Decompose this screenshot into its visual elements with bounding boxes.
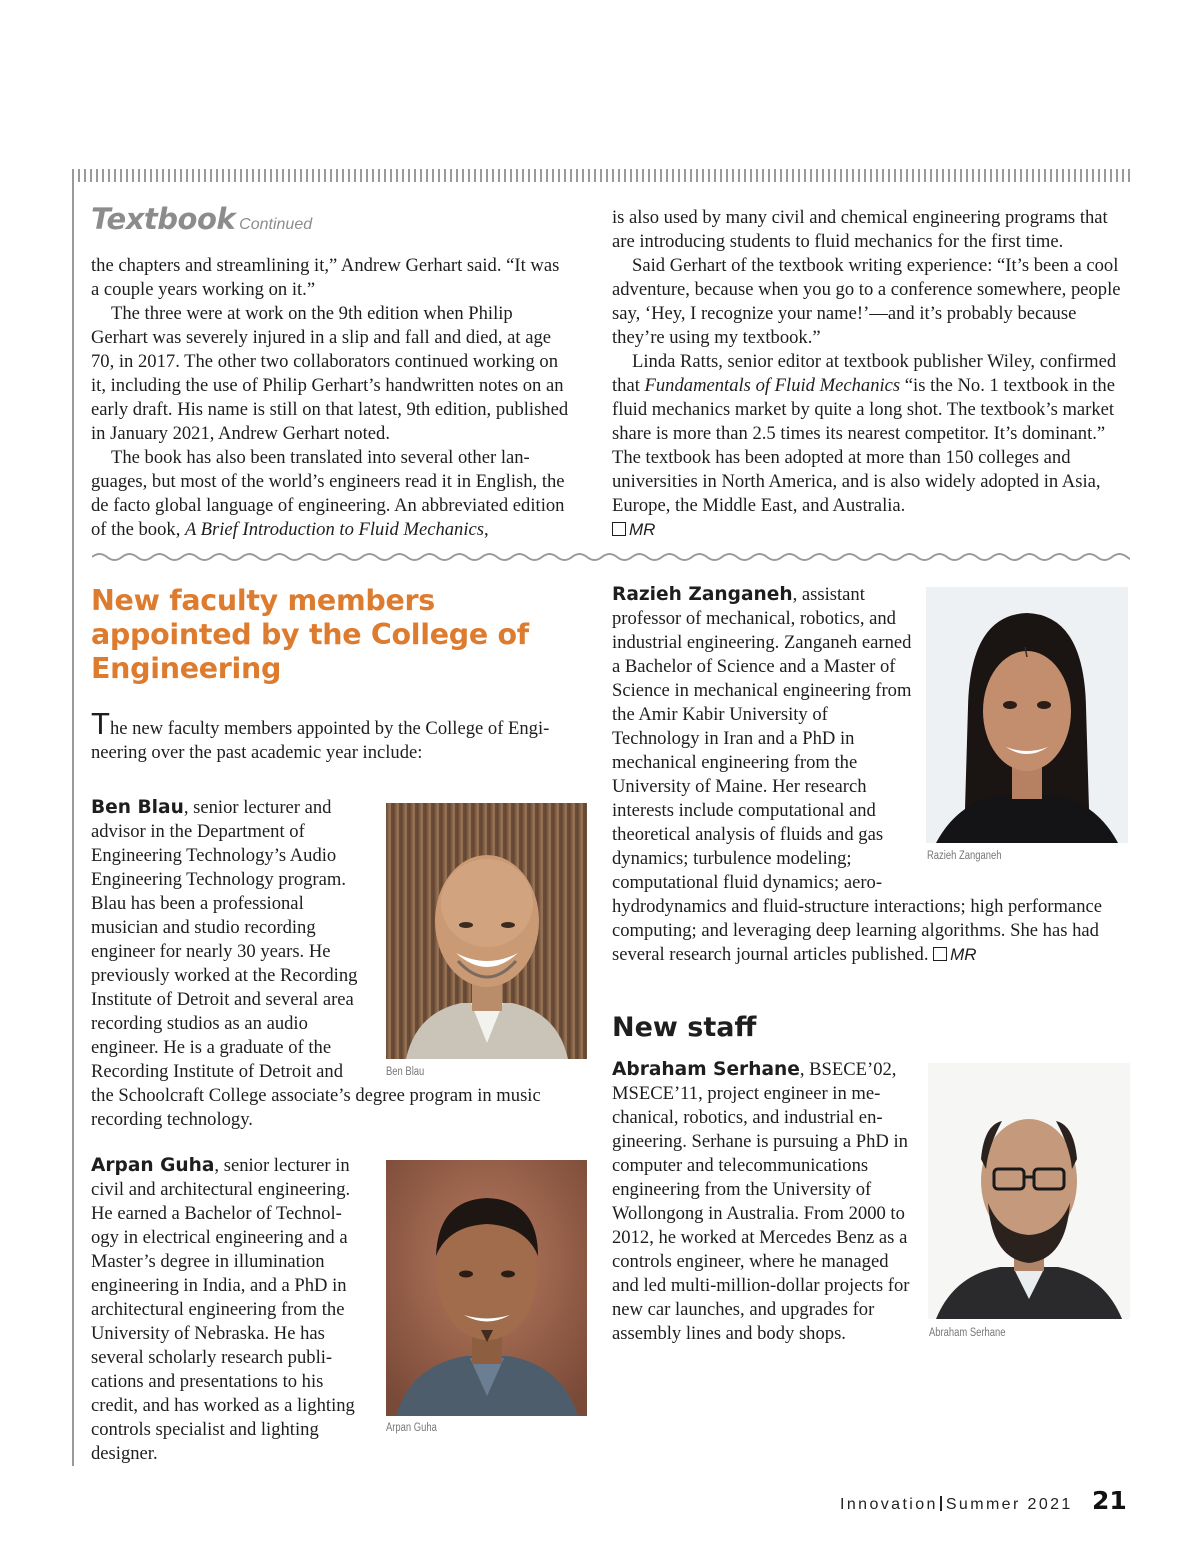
end-box-icon bbox=[933, 947, 947, 961]
section-kicker bbox=[91, 202, 312, 236]
book-title: Fundamentals of Fluid Mechanics bbox=[644, 375, 901, 396]
section-heading-new-staff: New staff bbox=[612, 1012, 757, 1043]
article-paragraph: the chapters and streamlining it,” Andrew Gerhart said. “It was a couple years working on it.” bbox=[91, 255, 560, 300]
wavy-divider bbox=[92, 550, 1130, 564]
article-paragraph: The three were at work on the 9th edition when Philip Gerhart was severely injured in a slip and fall and died, at age 70, in 2017. The other two collaborators continued working on it, including the use of Philip Gerhart’s handwritten notes on an early draft. His name is still on that latest, 9th edition, published in January 2021, Andrew Gerhart noted. bbox=[91, 303, 569, 444]
left-column-rule bbox=[72, 182, 74, 1466]
top-tick-rule bbox=[72, 169, 1130, 182]
textbook-right-column bbox=[612, 206, 1130, 542]
drop-cap: T bbox=[91, 706, 110, 741]
photo-caption: Razieh Zanganeh bbox=[927, 850, 1002, 862]
photo-float-spacer bbox=[910, 1058, 1130, 1348]
textbook-left-column bbox=[91, 254, 571, 542]
person-name: Razieh Zanganeh bbox=[612, 584, 793, 605]
bio-text: , senior lecturer and advisor in the Department of Engineering Technology’s Audio Engineering Technology program. Blau has been a professional musician and studio recording engineer for nearly 30 years. He previously worked at the Recording Institute of Detroit and several area recording studios as an audio engineer. He is a graduate of the Recording Institute of Detroit and the Schoolcraft College associate’s degree program in music recording technology. bbox=[91, 797, 541, 1130]
issue-name: Summer 2021 bbox=[945, 1496, 1073, 1513]
ben-blau-bio bbox=[91, 796, 571, 1132]
paragraph-text: “is the No. 1 textbook in the fluid mechanics market by quite a long shot. The textbook’s market share is more than 2.5 times its nearest competitor. It’s dominant.” The textbook has been adopted at more than 150 colleges and universities in North America, and is also widely adopted in Asia, Europe, the Middle East, and Australia. bbox=[612, 375, 1115, 516]
bio-text: , assistant professor of mechanical, robotics, and industrial engineering. Zanganeh earned a Bachelor of Science and a Master of Science in mechanical engineering from the Amir Kabir University of Technology in Iran and a PhD in mechanical engineering from the University of Maine. Her research interests include computational and theoretical analysis of fluids and gas dynamics; turbulence modeling; computational fluid dynamics; aero-hydrodynamics and fluid-structure interactions; high performance computing; and leveraging deep learning algorithms. She has had several research journal articles published. bbox=[612, 584, 1102, 965]
article-headline: New faculty members appointed by the College of Engineering bbox=[91, 584, 529, 685]
razieh-zanganeh-bio bbox=[612, 583, 1130, 967]
photo-float-spacer bbox=[912, 583, 1130, 879]
end-mark-initials: MR bbox=[629, 520, 656, 539]
footer-separator bbox=[940, 1496, 942, 1511]
bio-text: , senior lecturer in civil and architectural engineering. He earned a Bachelor of Technology in electrical engineering and a Master’s degree in illumination engineering in India, and a PhD in architectural engineering from the University of Nebraska. He has several scholarly research publications and presentations to his credit, and has worked as a lighting controls specialist and lighting designer. bbox=[91, 1155, 355, 1464]
arpan-guha-bio bbox=[91, 1154, 571, 1466]
end-box-icon bbox=[612, 522, 626, 536]
kicker-continued: Continued bbox=[239, 216, 313, 233]
paragraph-text: The book has also been translated into several other languages, but most of the world’s engineers read it in English, the de facto global language of engineering. An abbreviated edition of the book, bbox=[91, 447, 565, 540]
article-paragraph: Said Gerhart of the textbook writing experience: “It’s been a cool adventure, because when you go to a conference somewhere, people say, ‘Hey, I recognize your name!’—and it’s probably because they’re using my textbook.” bbox=[612, 255, 1121, 348]
faculty-intro bbox=[91, 706, 571, 765]
photo-caption: Ben Blau bbox=[386, 1066, 425, 1078]
book-title: A Brief Introduction to Fluid Mechanics bbox=[185, 519, 484, 540]
article-paragraph bbox=[612, 350, 1130, 518]
photo-caption: Abraham Serhane bbox=[929, 1327, 1006, 1339]
kicker-title: Textbook bbox=[91, 202, 236, 236]
abraham-serhane-bio bbox=[612, 1058, 1130, 1348]
person-name: Arpan Guha bbox=[91, 1155, 215, 1176]
page-footer bbox=[840, 1496, 1073, 1514]
photo-caption: Arpan Guha bbox=[386, 1422, 437, 1434]
end-mark-initials: MR bbox=[950, 945, 977, 964]
bio-text: , BSECE’02, MSECE’11, project engineer in mechanical, robotics, and industrial engineering. Serhane is pursuing a PhD in computer and telecommunications engineering from the University of Wollongong in Australia. From 2000 to 2012, he worked at Mercedes Benz as a controls engineer, where he managed and led multi-million-dollar projects for new car launches, and upgrades for assembly lines and body shops. bbox=[612, 1059, 910, 1344]
article-paragraph bbox=[91, 446, 571, 542]
article-paragraph: is also used by many civil and chemical engineering programs that are introducing students to fluid mechanics for the first time. bbox=[612, 207, 1108, 252]
end-mark bbox=[612, 518, 1130, 542]
intro-text: he new faculty members appointed by the College of Engineering over the past academic year include: bbox=[91, 718, 550, 763]
paragraph-text: , bbox=[484, 519, 489, 540]
page-number: 21 bbox=[1092, 1486, 1127, 1515]
publication-name: Innovation bbox=[840, 1496, 938, 1513]
photo-float-spacer bbox=[369, 1154, 571, 1440]
person-name: Abraham Serhane bbox=[612, 1059, 800, 1080]
photo-float-spacer bbox=[369, 796, 571, 1084]
person-name: Ben Blau bbox=[91, 797, 184, 818]
paragraph-text: Linda Ratts, senior editor at textbook publisher Wiley, confirmed that bbox=[612, 351, 1117, 396]
